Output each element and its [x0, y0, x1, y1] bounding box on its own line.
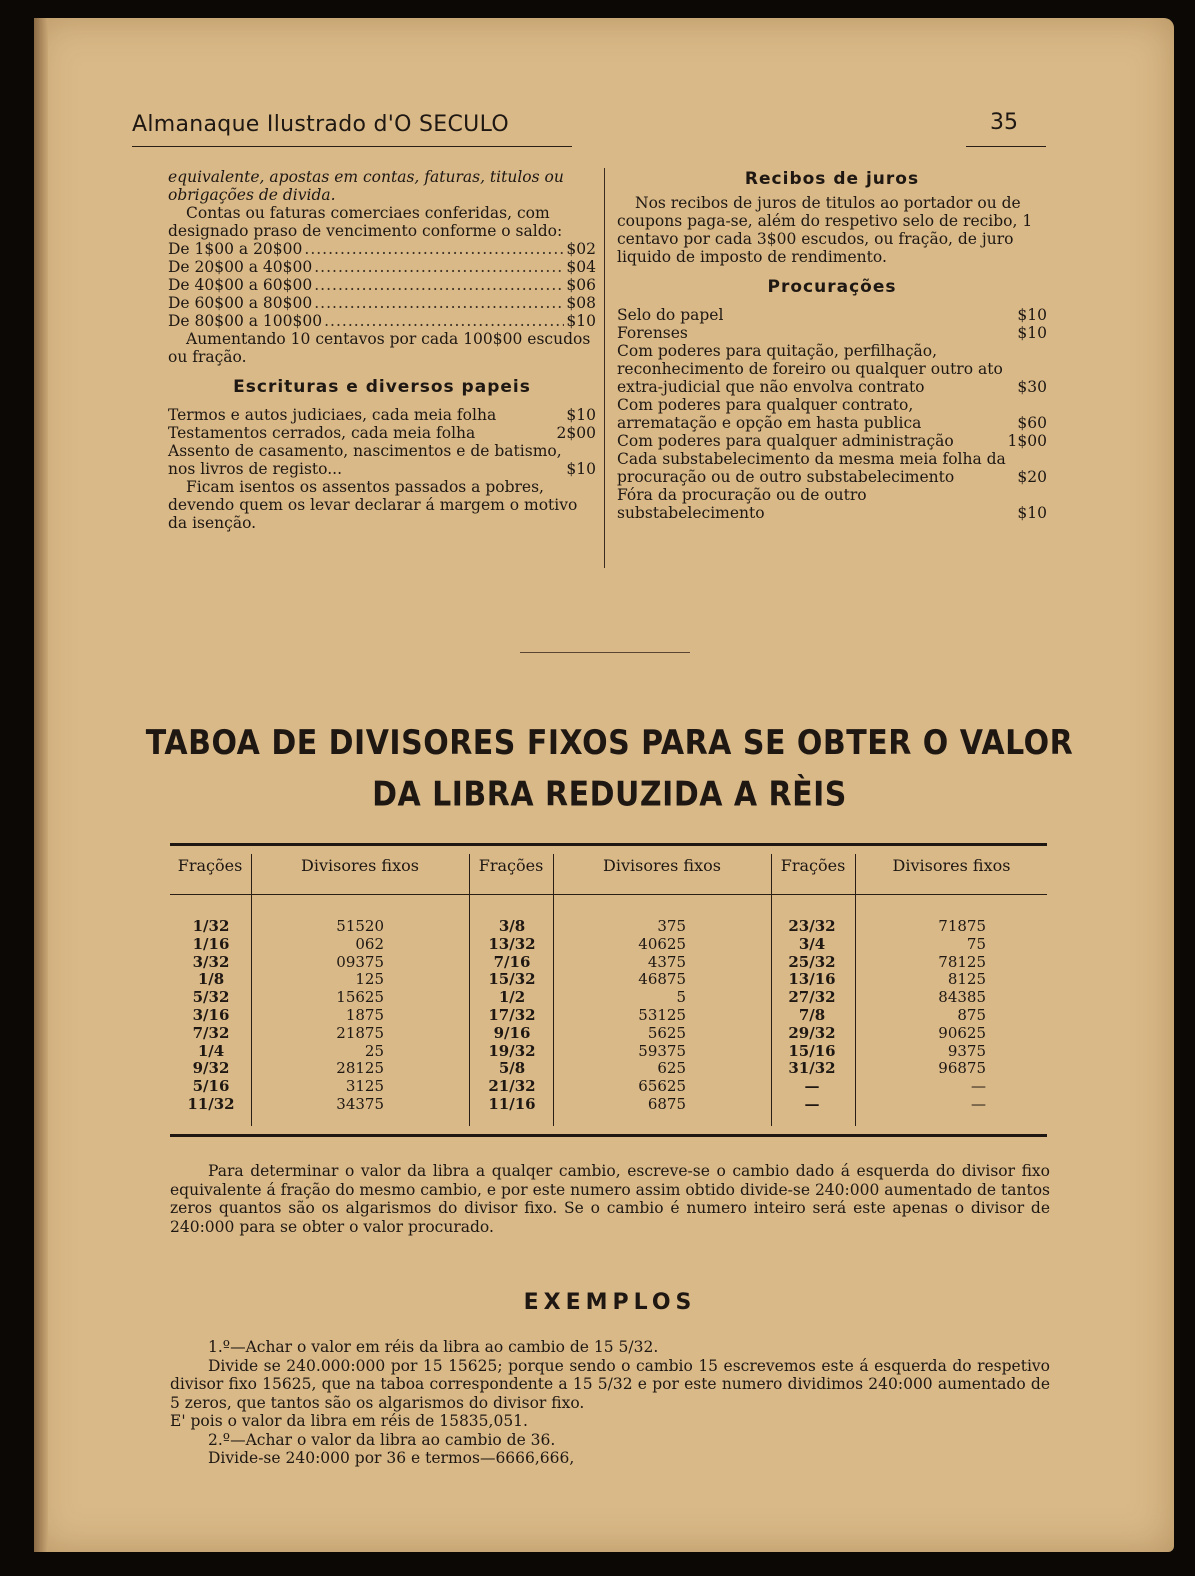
procuracao-row [617, 342, 1047, 396]
table-cell: 5/16 [192, 1077, 230, 1096]
procuracao-label: Com poderes para qualquer contrato, arrematação e opção em hasta publica [617, 396, 922, 432]
range-row [168, 258, 596, 276]
col-header-fracoes: Frações [177, 856, 243, 875]
divisors-col-3 [870, 918, 986, 1114]
table-cell: 3125 [345, 1077, 384, 1096]
table-divider [469, 854, 470, 1126]
recibos-heading: Recibos de juros [744, 169, 920, 189]
section-divider [520, 652, 690, 653]
recibos-text: Nos recibos de juros de titulos ao portador ou de coupons paga-se, além do respetivo selo de recibo, 1 centavo por cada 3$00 escudos, ou fração, de juro liquido de imposto de rendimento. [617, 194, 1033, 266]
escritura-value: 2$00 [556, 424, 596, 442]
table-cell: 75 [966, 934, 986, 953]
escritura-row [168, 442, 596, 478]
divisors-col-1 [270, 918, 384, 1114]
procuracao-label: Cada substabelecimento da mesma meia folha da procuração ou de outro substabelecimento [617, 450, 1006, 486]
procuracao-value: $10 [1017, 504, 1047, 522]
table-cell: 3/8 [498, 917, 526, 935]
table-divider [855, 854, 856, 1126]
table-cell: 9/32 [192, 1059, 230, 1078]
table-cell: 7/8 [798, 1005, 826, 1024]
procuracao-row [617, 306, 1047, 324]
range-value: $10 [566, 312, 596, 330]
table-cell: 78125 [938, 952, 986, 971]
range-value: $04 [566, 258, 596, 276]
table-cell: 3/16 [192, 1005, 230, 1024]
escritura-label: Termos e autos judiciaes, cada meia folha [168, 406, 497, 424]
explanation-paragraph [170, 1162, 1050, 1236]
procuracao-label: Com poderes para quitação, perfilhação, reconhecimento de foreiro ou qualquer outro ato extra-judicial que não envolva contrato [617, 342, 1003, 396]
escritura-label: Testamentos cerrados, cada meia folha [168, 424, 476, 442]
range-label: De 1$00 a 20$00 [168, 240, 303, 258]
procuracao-label: Forenses [617, 324, 688, 342]
table-cell: 29/32 [788, 1023, 836, 1042]
table-cell: — [971, 1077, 986, 1096]
table-cell: 17/32 [488, 1005, 536, 1024]
example-1-result: E' pois o valor da libra em réis de 15835,051. [170, 1412, 528, 1430]
table-cell: 1/32 [192, 917, 230, 935]
table-cell: 27/32 [788, 988, 836, 1007]
table-cell: 21875 [336, 1023, 384, 1042]
range-label: De 20$00 a 40$00 [168, 258, 313, 276]
procuracoes-heading: Procurações [767, 277, 897, 297]
table-cell: — [804, 1077, 820, 1096]
range-row [168, 240, 596, 258]
escrituras-heading: Escrituras e diversos papeis [233, 377, 531, 397]
procuracao-row [617, 450, 1047, 486]
procuracao-row [617, 396, 1047, 432]
table-cell: 375 [657, 917, 686, 935]
range-list [168, 240, 596, 330]
procuracao-value: $20 [1017, 468, 1047, 486]
table-cell: 062 [355, 934, 384, 953]
table-divider [251, 854, 252, 1126]
escritura-row [168, 406, 596, 424]
table-cell: 3/32 [192, 952, 230, 971]
range-row [168, 312, 596, 330]
table-cell: 875 [957, 1005, 986, 1024]
table-cell: 5625 [647, 1023, 686, 1042]
range-label: De 40$00 a 60$00 [168, 276, 313, 294]
table-cell: 90625 [938, 1023, 986, 1042]
table-cell: 125 [355, 970, 384, 989]
col-header-divisores: Divisores fixos [892, 856, 1011, 875]
table-cell: 31/32 [788, 1059, 836, 1078]
table-cell: 5/32 [192, 988, 230, 1007]
aumentando-text: Aumentando 10 centavos por cada 100$00 escudos ou fração. [168, 330, 591, 366]
fractions-col-3 [778, 918, 846, 1114]
table-cell: 21/32 [488, 1077, 536, 1096]
range-value: $06 [566, 276, 596, 294]
table-cell: — [971, 1094, 986, 1113]
table-cell: 28125 [336, 1059, 384, 1078]
table-cell: 1/2 [498, 988, 526, 1007]
column-divider [604, 168, 605, 568]
table-cell: 15/16 [788, 1041, 836, 1060]
table-cell: 5 [676, 988, 686, 1007]
table-cell: 6875 [647, 1094, 686, 1113]
table-cell: 46875 [638, 970, 686, 989]
page-number: 35 [990, 110, 1018, 135]
example-1-answer: Divide se 240.000:000 por 15 15625; porque sendo o cambio 15 escrevemos este á esquerda do respetivo divisor fixo 15625, que na taboa correspondente a 15 5/32 e por este numero dividimos 240:000 aumentado de 5 zeros, que tantos são os algarismos do divisor fixo. [170, 1356, 1050, 1412]
procuracao-value: $30 [1017, 378, 1047, 396]
table-header-rule [170, 894, 1047, 895]
table-cell: 40625 [638, 934, 686, 953]
examples-heading: EXEMPLOS [523, 1290, 697, 1315]
table-cell: 11/16 [488, 1094, 536, 1113]
table-divider [553, 854, 554, 1126]
table-cell: 65625 [638, 1077, 686, 1096]
table-cell: 1875 [345, 1005, 384, 1024]
table-divider [771, 854, 772, 1126]
table-cell: 19/32 [488, 1041, 536, 1060]
table-cell: 13/16 [788, 970, 836, 989]
table-cell: 1/16 [192, 934, 230, 953]
table-cell: 13/32 [488, 934, 536, 953]
table-cell: 7/16 [493, 952, 531, 971]
page-header [132, 100, 1046, 150]
col-header-divisores: Divisores fixos [603, 856, 721, 875]
fractions-col-2 [478, 918, 546, 1114]
explanation-text: Para determinar o valor da libra a qualqer cambio, escreve-se o cambio dado á esquerda do divisor fixo equivalente á fração do mesmo cambio, e por este numero assim obtido divide-se 240:000 aumentado de tantos zeros quantos são os algarismos do divisor fixo. Se o cambio é numero inteiro será este apenas o divisor de 240:000 para se obter o valor procurado. [170, 1162, 1050, 1236]
example-1-question: 1.º—Achar o valor em réis da libra ao cambio de 15 5/32. [208, 1338, 659, 1356]
table-cell: 59375 [638, 1041, 686, 1060]
table-cell: 96875 [938, 1059, 986, 1078]
procuracao-label: Fóra da procuração ou de outro substabelecimento [617, 486, 867, 522]
right-column [617, 168, 1047, 522]
table-cell: — [804, 1094, 820, 1113]
page-number-rule [966, 146, 1046, 147]
procuracao-value: $60 [1017, 414, 1047, 432]
table-cell: 15625 [336, 988, 384, 1007]
table-cell: 15/32 [488, 970, 536, 989]
col-header-fracoes: Frações [478, 856, 544, 875]
range-row [168, 294, 596, 312]
table-title: TABOA DE DIVISORES FIXOS PARA SE OBTER O VALOR DA LIBRA REDUZIDA A RÈIS [145, 723, 1074, 815]
procuracao-value: 1$00 [1007, 432, 1047, 450]
procuracao-row [617, 432, 1047, 450]
example-2-answer: Divide-se 240:000 por 36 e termos—6666,666, [208, 1449, 575, 1467]
table-cell: 8125 [947, 970, 986, 989]
procuracao-label: Selo do papel [617, 306, 724, 324]
table-cell: 34375 [336, 1094, 384, 1113]
table-cell: 71875 [938, 917, 986, 935]
table-cell: 23/32 [788, 917, 836, 935]
procuracao-row [617, 486, 1047, 522]
table-cell: 5/8 [498, 1059, 526, 1078]
intro-text: equivalente, apostas em contas, faturas, titulos ou obrigações de divida. [168, 168, 564, 204]
escritura-row [168, 424, 596, 442]
table-cell: 9/16 [493, 1023, 531, 1042]
procuracao-value: $10 [1017, 324, 1047, 342]
table-cell: 9375 [947, 1041, 986, 1060]
escritura-value: $10 [566, 460, 596, 478]
ficam-text: Ficam isentos os assentos passados a pobres, devendo quem os levar declarar á margem o motivo da isenção. [168, 478, 578, 532]
table-cell: 11/32 [187, 1094, 235, 1113]
procuracao-value: $10 [1017, 306, 1047, 324]
divisors-table [170, 843, 1047, 1137]
table-cell: 53125 [638, 1005, 686, 1024]
table-cell: 625 [657, 1059, 686, 1078]
procuracao-label: Com poderes para qualquer administração [617, 432, 954, 450]
running-title: Almanaque Ilustrado d'O SECULO [132, 112, 509, 137]
escritura-value: $10 [566, 406, 596, 424]
table-cell: 7/32 [192, 1023, 230, 1042]
table-cell: 3/4 [798, 934, 826, 953]
table-cell: 84385 [938, 988, 986, 1007]
range-value: $02 [566, 240, 596, 258]
procuracao-row [617, 324, 1047, 342]
book-spine [34, 18, 48, 1552]
range-label: De 80$00 a 100$00 [168, 312, 323, 330]
example-2-question: 2.º—Achar o valor da libra ao cambio de 36. [208, 1430, 556, 1449]
table-cell: 1/4 [197, 1041, 225, 1060]
col-header-fracoes: Frações [780, 856, 846, 875]
col-header-divisores: Divisores fixos [301, 856, 419, 875]
table-cell: 25 [364, 1041, 384, 1060]
range-value: $08 [566, 294, 596, 312]
examples-body [170, 1338, 1050, 1468]
fractions-col-1 [178, 918, 244, 1114]
left-column [168, 168, 596, 532]
header-rule [132, 146, 572, 147]
table-cell: 51520 [336, 917, 384, 935]
table-cell: 1/8 [197, 970, 225, 989]
escritura-label: Assento de casamento, nascimentos e de batismo, nos livros de registo... [168, 442, 562, 478]
table-cell: 25/32 [788, 952, 836, 971]
table-cell: 09375 [336, 952, 384, 971]
contas-text: Contas ou faturas comerciaes conferidas, com designado praso de vencimento conforme o saldo: [168, 204, 563, 240]
table-cell: 4375 [647, 952, 686, 971]
divisors-col-2 [570, 918, 686, 1114]
range-row [168, 276, 596, 294]
range-label: De 60$00 a 80$00 [168, 294, 313, 312]
